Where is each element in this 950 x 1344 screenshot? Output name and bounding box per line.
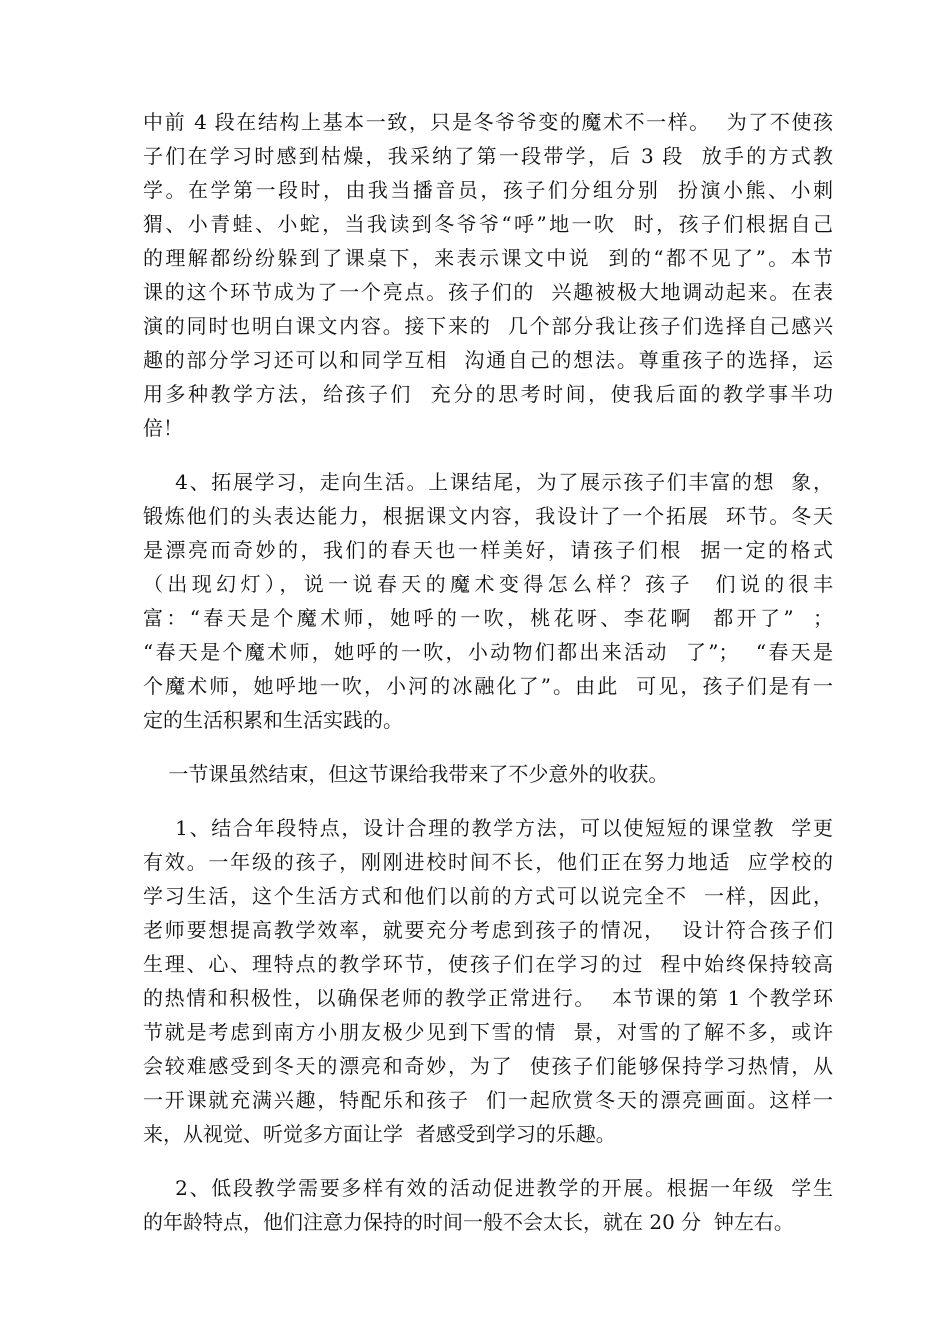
text-line: 子们在学习时感到枯燥，我采纳了第一段带学，后 3 段 放手的方式教 — [143, 144, 833, 168]
text-line: “春天是个魔术师，她呼的一吹，小动物们都出来活动 了”； “春天是 — [143, 640, 833, 664]
text-line: 趣的部分学习还可以和同学互相 沟通自己的想法。尊重孩子的选择，运 — [143, 348, 833, 372]
text-line: 一节课虽然结束，但这节课给我带来了不少意外的收获。 — [143, 762, 669, 786]
text-line: 定的生活积累和生活实践的。 — [143, 708, 403, 732]
text-line: 来，从视觉、听觉多方面让学 者感受到学习的乐趣。 — [143, 1122, 616, 1146]
text-line: 是漂亮而奇妙的，我们的春天也一样美好，请孩子们根 据一定的格式 — [143, 538, 833, 562]
document-page — [143, 105, 833, 1239]
text-line: 有效。一年级的孩子，刚刚进校时间不长，他们正在努力地适 应学校的 — [143, 850, 833, 874]
text-line: 猬、小青蛙、小蛇，当我读到冬爷爷“呼”地一吹 时，孩子们根据自己 — [143, 212, 833, 236]
text-line: 1、结合年段特点，设计合理的教学方法，可以使短短的课堂教 学更 — [143, 816, 833, 840]
text-line: 生理、心、理特点的教学环节，使孩子们在学习的过 程中始终保持较高 — [143, 952, 833, 976]
text-line: 一开课就充满兴趣，特配乐和孩子 们一起欣赏冬天的漂亮画面。这样一 — [143, 1088, 833, 1112]
paragraph-summary-intro — [143, 757, 833, 791]
text-line: 倍！ — [143, 416, 183, 440]
text-line: 学。在学第一段时，由我当播音员，孩子们分组分别 扮演小熊、小刺 — [143, 178, 833, 202]
text-line: 4、拓展学习，走向生活。上课结尾，为了展示孩子们丰富的想 象， — [143, 470, 833, 494]
paragraph-magic-section — [143, 105, 833, 445]
text-line: 的热情和积极性，以确保老师的教学正常进行。 本节课的第 1 个教学环 — [143, 986, 833, 1010]
paragraph-extension-learning — [143, 465, 833, 737]
text-line: 中前 4 段在结构上基本一致，只是冬爷爷变的魔术不一样。 为了不使孩 — [143, 110, 833, 134]
text-line: 老师要想提高教学效率，就要充分考虑到孩子的情况， 设计符合孩子们 — [143, 918, 833, 942]
text-line: 演的同时也明白课文内容。接下来的 几个部分我让孩子们选择自己感兴 — [143, 314, 833, 338]
text-line: 课的这个环节成为了一个亮点。孩子们的 兴趣被极大地调动起来。在表 — [143, 280, 833, 304]
text-line: 的年龄特点，他们注意力保持的时间一般不会太长，就在 20 分 钟左右。 — [143, 1210, 794, 1234]
text-line: 节就是考虑到南方小朋友极少见到下雪的情 景，对雪的了解不多，或许 — [143, 1020, 833, 1044]
text-line: 学习生活，这个生活方式和他们以前的方式可以说完全不 一样，因此， — [143, 884, 833, 908]
text-line: 个魔术师，她呼地一吹，小河的冰融化了”。由此 可见，孩子们是有一 — [143, 674, 833, 698]
text-line: 富：“春天是个魔术师，她呼的一吹，桃花呀、李花啊 都开了” ； — [143, 606, 833, 630]
text-line: 锻炼他们的头表达能力，根据课文内容，我设计了一个拓展 环节。冬天 — [143, 504, 833, 528]
text-line: 会较难感受到冬天的漂亮和奇妙，为了 使孩子们能够保持学习热情，从 — [143, 1054, 833, 1078]
text-line: （出现幻灯），说一说春天的魔术变得怎么样？孩子 们说的很丰 — [143, 572, 833, 596]
text-line: 用多种教学方法，给孩子们 充分的思考时间，使我后面的教学事半功 — [143, 382, 833, 406]
paragraph-point-two — [143, 1171, 833, 1239]
text-line: 的理解都纷纷躲到了课桌下，来表示课文中说 到的“都不见了”。本节 — [143, 246, 833, 270]
paragraph-point-one — [143, 811, 833, 1151]
text-line: 2、低段教学需要多样有效的活动促进教学的开展。根据一年级 学生 — [143, 1176, 833, 1200]
